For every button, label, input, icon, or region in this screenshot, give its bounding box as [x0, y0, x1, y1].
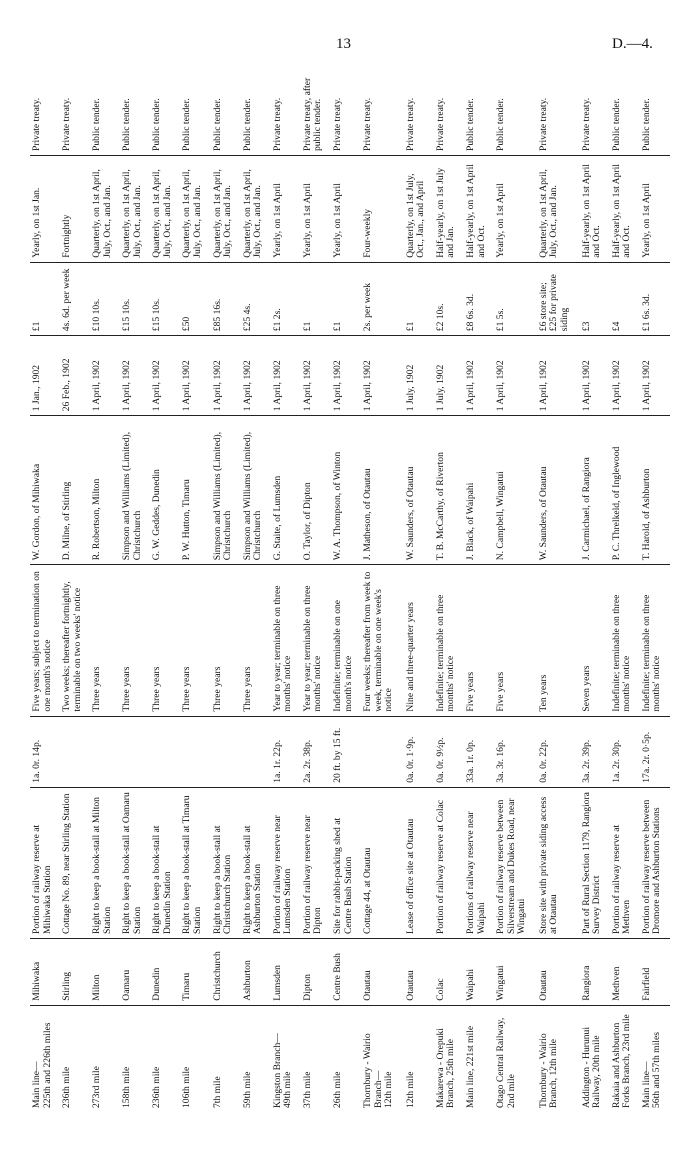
description-cell: Portion of railway reserve at Methven [610, 787, 640, 938]
railway-mileage-cell: Main line, 221st mile [464, 1025, 476, 1108]
railway-mileage-cell: 7th mile [211, 1076, 223, 1108]
rental-cell: £25 4s. [241, 262, 271, 335]
description-cell: Portions of railway reserve near Waipahi [464, 787, 494, 938]
area-cell [180, 716, 210, 787]
station-cell: Mihiwaka [30, 939, 60, 1006]
method-of-letting-cell: Private treaty. [60, 62, 90, 156]
method-of-letting-cell: Private treaty, after public tender. [301, 62, 331, 156]
lessee-cell: T. Harold, of Ashburton [640, 416, 670, 565]
area-cell: 0a. 0r. 1·9p. [404, 716, 434, 787]
date-of-lease-cell: 1 July, 1902 [404, 336, 434, 416]
payment-terms-cell: Quarterly, on 1st April, July, Oct., and Jan. [211, 156, 241, 263]
table-row [211, 62, 241, 1112]
method-of-letting-cell: Public tender. [640, 62, 670, 156]
method-of-letting-cell: Public tender. [90, 62, 120, 156]
date-of-lease-cell: 1 April, 1902 [301, 336, 331, 416]
payment-terms-cell: Fortnightly [60, 156, 90, 263]
payment-terms-cell: Yearly, on 1st April [331, 156, 361, 263]
rental-cell: £1 [404, 262, 434, 335]
railway-mileage-cell: Makarewa - Orepuki Branch, 25th mile [434, 1028, 457, 1108]
payment-terms-cell: Half-yearly, on 1st April and Oct. [610, 156, 640, 263]
lessee-cell: D. Milne, of Stirling [60, 416, 90, 565]
payment-terms-cell: Quarterly, on 1st April, July, Oct., and Jan. [150, 156, 180, 263]
station-cell: Wingatui [494, 939, 537, 1006]
description-cell: Portion of railway reserve at Mihiwaka Station [30, 787, 60, 938]
description-cell: Portion of railway reserve at Colac [434, 787, 464, 938]
table-row [494, 62, 537, 1112]
method-of-letting-cell: Private treaty. [434, 62, 464, 156]
station-cell: Stirling [60, 939, 90, 1006]
lessee-cell: G. Staite, of Lumsden [271, 416, 301, 565]
payment-terms-cell: Quarterly, on 1st April, July, Oct., and Jan. [180, 156, 210, 263]
railway-mileage-cell: Main line— 56th and 57th miles [640, 1032, 663, 1108]
railway-mileage-cell: 236th mile [61, 1066, 73, 1108]
payment-terms-cell: Yearly, on 1st April [301, 156, 331, 263]
table-row [30, 62, 60, 1112]
payment-terms-cell: Quarterly, on 1st April, July, Oct., and Jan. [241, 156, 271, 263]
station-cell: Dunedin [150, 939, 180, 1006]
rental-cell: £50 [180, 262, 210, 335]
term-cell: Indefinite; terminable on three months' notice [640, 565, 670, 716]
area-cell: 3a. 3r. 16p. [494, 716, 537, 787]
date-of-lease-cell: 1 April, 1902 [120, 336, 150, 416]
area-cell: 33a. 1r. 0p. [464, 716, 494, 787]
lessee-cell: W. A. Thompson, of Winton [331, 416, 361, 565]
area-cell: 1a. 2r. 30p. [610, 716, 640, 787]
term-cell: Nine and three-quarter years [404, 565, 434, 716]
description-cell: Cottage 44, at Otautau [361, 787, 404, 938]
rental-cell: £8 6s. 3d. [464, 262, 494, 335]
area-cell: 0a. 0r. 22p. [537, 716, 580, 787]
method-of-letting-cell: Public tender. [150, 62, 180, 156]
railway-mileage-cell: Rakaia and Ashburton Forks Branch, 23rd mile [610, 1014, 633, 1108]
term-cell: Ten years [537, 565, 580, 716]
term-cell: Three years [180, 565, 210, 716]
station-cell: Dipton [301, 939, 331, 1006]
station-cell: Timaru [180, 939, 210, 1006]
station-cell: Rangiora [580, 939, 610, 1006]
lessee-cell: W. Saunders, of Otautau [404, 416, 434, 565]
date-of-lease-cell: 1 April, 1902 [580, 336, 610, 416]
date-of-lease-cell: 1 April, 1902 [331, 336, 361, 416]
railway-mileage-cell: Thornbury - Wairio Branch— 12th mile [362, 1033, 395, 1108]
payment-terms-cell: Quarterly, on 1st April, July, Oct., and Jan. [90, 156, 120, 263]
term-cell: Indefinite; terminable on three months' notice [434, 565, 464, 716]
term-cell: Three years [241, 565, 271, 716]
date-of-lease-cell: 1 April, 1902 [180, 336, 210, 416]
description-cell: Portion of railway reserve between Dromore and Ashburton Stations [640, 787, 670, 938]
railway-mileage-cell: Addington - Hurunui Railway, 20th mile [580, 1026, 603, 1108]
table-row [610, 62, 640, 1112]
table-row [361, 62, 404, 1112]
date-of-lease-cell: 1 April, 1902 [90, 336, 120, 416]
area-cell: 0a. 0r. 9½p. [434, 716, 464, 787]
area-cell [90, 716, 120, 787]
term-cell: Five years [464, 565, 494, 716]
table-row [60, 62, 90, 1112]
date-of-lease-cell: 1 April, 1902 [640, 336, 670, 416]
table-row [640, 62, 670, 1112]
area-cell [211, 716, 241, 787]
term-cell: Year to year; terminable on three months' notice [271, 565, 301, 716]
term-cell: Year to year; terminable on three months' notice [301, 565, 331, 716]
area-cell: 1a. 0r. 14p. [30, 716, 60, 787]
station-cell: Oamaru [120, 939, 150, 1006]
date-of-lease-cell: 1 April, 1902 [464, 336, 494, 416]
table-row [404, 62, 434, 1112]
method-of-letting-cell: Public tender. [464, 62, 494, 156]
station-cell: Colac [434, 939, 464, 1006]
description-cell: Store site with private siding access at Otautau [537, 787, 580, 938]
rental-cell: £1 6s. 3d. [640, 262, 670, 335]
payment-terms-cell: Yearly, on 1st Jan. [30, 156, 60, 263]
railway-mileage-cell: 12th mile [404, 1071, 416, 1108]
payment-terms-cell: Half-yearly, on 1st July and Jan. [434, 156, 464, 263]
method-of-letting-cell: Private treaty. [580, 62, 610, 156]
term-cell: Three years [211, 565, 241, 716]
rental-cell: 4s. 6d. per week [60, 262, 90, 335]
date-of-lease-cell: 1 April, 1902 [494, 336, 537, 416]
table-row [271, 62, 301, 1112]
rental-cell: £10 10s. [90, 262, 120, 335]
method-of-letting-cell: Public tender. [120, 62, 150, 156]
payment-terms-cell: Four-weekly [361, 156, 404, 263]
lessee-cell: P. C. Threlkeld, of Inglewood [610, 416, 640, 565]
table-row [301, 62, 331, 1112]
railway-mileage-cell: 59th mile [241, 1071, 253, 1108]
railway-mileage-cell: 106th mile [181, 1066, 193, 1108]
description-cell: Right to keep a book-stall at Timaru Station [180, 787, 210, 938]
rotated-table-container [30, 62, 670, 1112]
term-cell: Seven years [580, 565, 610, 716]
lessee-cell: J. Carmichael, of Rangiora [580, 416, 610, 565]
description-cell: Site for rabbit-packing shed at Centre Bush Station [331, 787, 361, 938]
payment-terms-cell: Quarterly, on 1st July, Oct., Jan., and April [404, 156, 434, 263]
lessee-cell: Simpson and Williams (Limited), Christchurch [241, 416, 271, 565]
table-row [464, 62, 494, 1112]
railway-mileage-cell: Thornbury - Wairio Branch, 12th mile [537, 1033, 560, 1108]
table-row [331, 62, 361, 1112]
term-cell: Five years [494, 565, 537, 716]
table-row [120, 62, 150, 1112]
term-cell: Indefinite; terminable on one month's notice [331, 565, 361, 716]
payment-terms-cell: Quarterly, on 1st April, July, Oct., and Jan. [537, 156, 580, 263]
method-of-letting-cell: Private treaty. [361, 62, 404, 156]
railway-mileage-cell: Otago Central Railway, 2nd mile [495, 1017, 517, 1108]
lessee-cell: O. Taylor, of Dipton [301, 416, 331, 565]
area-cell [60, 716, 90, 787]
rental-cell: £4 [610, 262, 640, 335]
station-cell: Fairfield [640, 939, 670, 1006]
railway-mileage-cell: 26th mile [331, 1071, 343, 1108]
railway-mileage-cell: 236th mile [151, 1066, 163, 1108]
station-cell: Centre Bush [331, 939, 361, 1006]
station-cell: Otautau [537, 939, 580, 1006]
description-cell: Lease of office site at Otautau [404, 787, 434, 938]
date-of-lease-cell: 26 Feb., 1902 [60, 336, 90, 416]
method-of-letting-cell: Private treaty. [271, 62, 301, 156]
rental-cell: £2 10s. [434, 262, 464, 335]
method-of-letting-cell: Public tender. [241, 62, 271, 156]
lessee-cell: Simpson and Williams (Limited), Christchurch [211, 416, 241, 565]
date-of-lease-cell: 1 April, 1902 [211, 336, 241, 416]
date-of-lease-cell: 1 Jan., 1902 [30, 336, 60, 416]
method-of-letting-cell: Private treaty. [331, 62, 361, 156]
railway-mileage-cell: 273rd mile [91, 1066, 103, 1108]
date-of-lease-cell: 1 April, 1902 [361, 336, 404, 416]
rental-cell: £6 store site; £25 for private siding [537, 262, 580, 335]
page-reference: D.—4. [612, 36, 653, 52]
term-cell: Two weeks; thereafter fortnightly, terminable on two weeks' notice [60, 565, 90, 716]
term-cell: Three years [90, 565, 120, 716]
rental-cell: £1 [301, 262, 331, 335]
date-of-lease-cell: 1 April, 1902 [150, 336, 180, 416]
table-row [434, 62, 464, 1112]
lessee-cell: N. Campbell, Wingatui [494, 416, 537, 565]
area-cell: 1a. 1r. 22p. [271, 716, 301, 787]
description-cell: Right to keep a book-stall at Christchurch Station [211, 787, 241, 938]
description-cell: Right to keep a book-stall at Dunedin Station [150, 787, 180, 938]
description-cell: Cottage No. 89, near Stirling Station [60, 787, 90, 938]
lessee-cell: Simpson and Williams (Limited), Christchurch [120, 416, 150, 565]
lessee-cell: R. Robertson, Milton [90, 416, 120, 565]
payment-terms-cell: Half-yearly, on 1st April and Oct. [580, 156, 610, 263]
date-of-lease-cell: 1 July, 1902 [434, 336, 464, 416]
payment-terms-cell: Quarterly, on 1st April, July, Oct., and Jan. [120, 156, 150, 263]
area-cell [241, 716, 271, 787]
rental-cell: £3 [580, 262, 610, 335]
term-cell: Indefinite; terminable on three months' notice [610, 565, 640, 716]
payment-terms-cell: Yearly, on 1st April [271, 156, 301, 263]
lessee-cell: W. Saunders, of Otautau [537, 416, 580, 565]
rental-cell: £15 10s. [150, 262, 180, 335]
station-cell: Waipahi [464, 939, 494, 1006]
station-cell: Christchurch [211, 939, 241, 1006]
lessee-cell: J. Black, of Waipahi [464, 416, 494, 565]
method-of-letting-cell: Public tender. [211, 62, 241, 156]
rental-cell: £15 10s. [120, 262, 150, 335]
rental-cell: £1 2s. [271, 262, 301, 335]
table-row [537, 62, 580, 1112]
railway-mileage-cell: Kingston Branch— 49th mile [271, 1033, 294, 1108]
term-cell: Four weeks; thereafter from week to week, terminable on one week's notice [361, 565, 404, 716]
method-of-letting-cell: Public tender. [610, 62, 640, 156]
station-cell: Otautau [361, 939, 404, 1006]
lessee-cell: G. W. Geddes, Dunedin [150, 416, 180, 565]
method-of-letting-cell: Private treaty. [404, 62, 434, 156]
area-cell: 3a. 2r. 39p. [580, 716, 610, 787]
table-row [180, 62, 210, 1112]
station-cell: Ashburton [241, 939, 271, 1006]
description-cell: Part of Rural Section 1179, Rangiora Survey District [580, 787, 610, 938]
table-row [580, 62, 610, 1112]
table-row [90, 62, 120, 1112]
description-cell: Portion of railway reserve near Lumsden Station [271, 787, 301, 938]
method-of-letting-cell: Public tender. [180, 62, 210, 156]
railway-mileage-cell: Main line— 225th and 226th miles [31, 1022, 53, 1108]
description-cell: Right to keep a book-stall at Oamaru Station [120, 787, 150, 938]
term-cell: Three years [120, 565, 150, 716]
railway-mileage-cell: 158th mile [121, 1066, 133, 1108]
lease-table [30, 62, 670, 1112]
area-cell: 20 ft. by 15 ft. [331, 716, 361, 787]
station-cell: Otautau [404, 939, 434, 1006]
description-cell: Right to keep a book-stall at Ashburton Station [241, 787, 271, 938]
description-cell: Portion of railway reserve near Dipton [301, 787, 331, 938]
lessee-cell: W. Gordon, of Mihiwaka [30, 416, 60, 565]
page-number: 13 [336, 36, 351, 52]
rental-cell: 2s. per week [361, 262, 404, 335]
area-cell [361, 716, 404, 787]
date-of-lease-cell: 1 April, 1902 [610, 336, 640, 416]
lessee-cell: P. W. Hutton, Timaru [180, 416, 210, 565]
method-of-letting-cell: Private treaty. [537, 62, 580, 156]
date-of-lease-cell: 1 April, 1902 [537, 336, 580, 416]
method-of-letting-cell: Public tender. [494, 62, 537, 156]
station-cell: Milton [90, 939, 120, 1006]
lessee-cell: J. Matheson, of Otautau [361, 416, 404, 565]
area-cell [120, 716, 150, 787]
railway-mileage-cell: 37th mile [301, 1071, 313, 1108]
rental-cell: £1 [30, 262, 60, 335]
payment-terms-cell: Half-yearly, on 1st April and Oct. [464, 156, 494, 263]
rental-cell: £85 16s. [211, 262, 241, 335]
station-cell: Methven [610, 939, 640, 1006]
payment-terms-cell: Yearly, on 1st April [640, 156, 670, 263]
table-row [150, 62, 180, 1112]
description-cell: Right to keep a book-stall at Milton Station [90, 787, 120, 938]
date-of-lease-cell: 1 April, 1902 [271, 336, 301, 416]
term-cell: Five years; subject to termination on one month's notice [30, 565, 60, 716]
method-of-letting-cell: Private treaty. [30, 62, 60, 156]
rental-cell: £1 5s. [494, 262, 537, 335]
date-of-lease-cell: 1 April, 1902 [241, 336, 271, 416]
area-cell: 17a. 2r. 0·5p. [640, 716, 670, 787]
lease-table-body [30, 62, 670, 1112]
rental-cell: £1 [331, 262, 361, 335]
payment-terms-cell: Yearly, on 1st April [494, 156, 537, 263]
table-row [241, 62, 271, 1112]
description-cell: Portion of railway reserve between Silverstream and Dukes Road, near Wingatui [494, 787, 537, 938]
area-cell: 2a. 2r. 38p. [301, 716, 331, 787]
lessee-cell: T. B. McCarthy, of Riverton [434, 416, 464, 565]
station-cell: Lumsden [271, 939, 301, 1006]
term-cell: Three years [150, 565, 180, 716]
area-cell [150, 716, 180, 787]
